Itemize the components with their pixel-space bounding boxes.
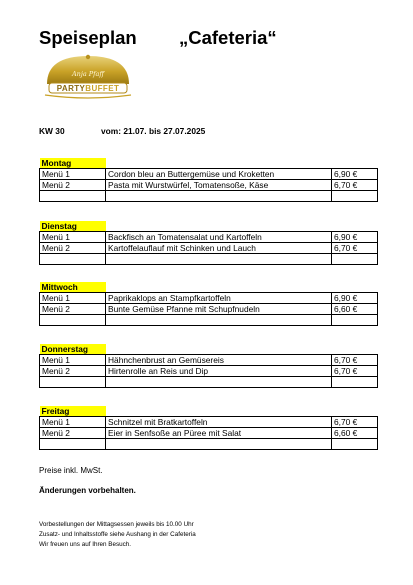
menu-label: Menü 1 xyxy=(40,417,106,428)
changes-note: Änderungen vorbehalten. xyxy=(39,486,136,495)
table-row-empty xyxy=(40,377,378,388)
dish: Pasta mit Wurstwürfel, Tomatensoße, Käse xyxy=(106,180,332,191)
table-row-empty xyxy=(40,439,378,450)
day-name: Mittwoch xyxy=(40,282,106,292)
day-name: Donnerstag xyxy=(40,344,106,354)
price: 6,70 € xyxy=(332,366,378,377)
price-note: Preise inkl. MwSt. xyxy=(39,466,103,475)
table-row xyxy=(40,169,378,180)
week-number: KW 30 xyxy=(39,126,65,136)
footer-line-3: Wir freuen uns auf Ihren Besuch. xyxy=(39,541,132,548)
price: 6,90 € xyxy=(332,293,378,304)
dish: Eier in Senfsoße an Püree mit Salat xyxy=(106,428,332,439)
dish: Hirtenrolle an Reis und Dip xyxy=(106,366,332,377)
title-right: „Cafeteria“ xyxy=(179,27,277,48)
logo-brand-part2: BUFFET xyxy=(85,84,120,93)
logo-brand-part1: PARTY xyxy=(56,84,86,93)
day-name: Freitag xyxy=(40,406,106,416)
menu-label: Menü 1 xyxy=(40,232,106,243)
price: 6,60 € xyxy=(332,428,378,439)
footer-line-2: Zusatz- und Inhaltsstoffe siehe Aushang in der Cafeteria xyxy=(39,531,196,538)
title-left: Speiseplan xyxy=(39,27,137,48)
table-row-empty xyxy=(40,254,378,265)
dish: Hähnchenbrust an Gemüsereis xyxy=(106,355,332,366)
day-name: Montag xyxy=(40,158,106,168)
dish: Kartoffelauflauf mit Schinken und Lauch xyxy=(106,243,332,254)
table-row xyxy=(40,180,378,191)
day-table-donnerstag xyxy=(39,344,378,388)
menu-label: Menü 2 xyxy=(40,180,106,191)
week-line xyxy=(39,126,206,136)
table-row xyxy=(40,243,378,254)
date-range: vom: 21.07. bis 27.07.2025 xyxy=(101,126,206,136)
table-row xyxy=(40,355,378,366)
footer-line-1: Vorbestellungen der Mittagsessen jeweils bis 10.00 Uhr xyxy=(39,521,194,528)
table-row-empty xyxy=(40,315,378,326)
dish: Cordon bleu an Buttergemüse und Kroketten xyxy=(106,169,332,180)
table-row xyxy=(40,293,378,304)
menu-label: Menü 1 xyxy=(40,355,106,366)
dish: Bunte Gemüse Pfanne mit Schupfnudeln xyxy=(106,304,332,315)
cloche-logo-icon xyxy=(41,54,135,102)
table-row xyxy=(40,417,378,428)
table-row xyxy=(40,232,378,243)
day-name: Dienstag xyxy=(40,221,106,231)
table-row-empty xyxy=(40,191,378,202)
price: 6,70 € xyxy=(332,417,378,428)
footer-info xyxy=(39,520,196,550)
page-title xyxy=(39,27,277,49)
dish: Schnitzel mit Bratkartoffeln xyxy=(106,417,332,428)
table-row xyxy=(40,428,378,439)
price: 6,60 € xyxy=(332,304,378,315)
day-table-dienstag xyxy=(39,221,378,265)
svg-text:PARTYBUFFET xyxy=(57,84,119,93)
price: 6,90 € xyxy=(332,232,378,243)
menu-label: Menü 2 xyxy=(40,304,106,315)
table-row xyxy=(40,366,378,377)
price: 6,90 € xyxy=(332,169,378,180)
price: 6,70 € xyxy=(332,243,378,254)
price: 6,70 € xyxy=(332,180,378,191)
menu-label: Menü 1 xyxy=(40,293,106,304)
menu-label: Menü 2 xyxy=(40,243,106,254)
menu-label: Menü 1 xyxy=(40,169,106,180)
day-table-freitag xyxy=(39,406,378,450)
table-row xyxy=(40,304,378,315)
dish: Backfisch an Tomatensalat und Kartoffeln xyxy=(106,232,332,243)
price: 6,70 € xyxy=(332,355,378,366)
logo-script: Anja Pfaff xyxy=(71,70,105,78)
menu-label: Menü 2 xyxy=(40,366,106,377)
menu-label: Menü 2 xyxy=(40,428,106,439)
dish: Paprikaklops an Stampfkartoffeln xyxy=(106,293,332,304)
day-table-mittwoch xyxy=(39,282,378,326)
day-table-montag xyxy=(39,158,378,202)
